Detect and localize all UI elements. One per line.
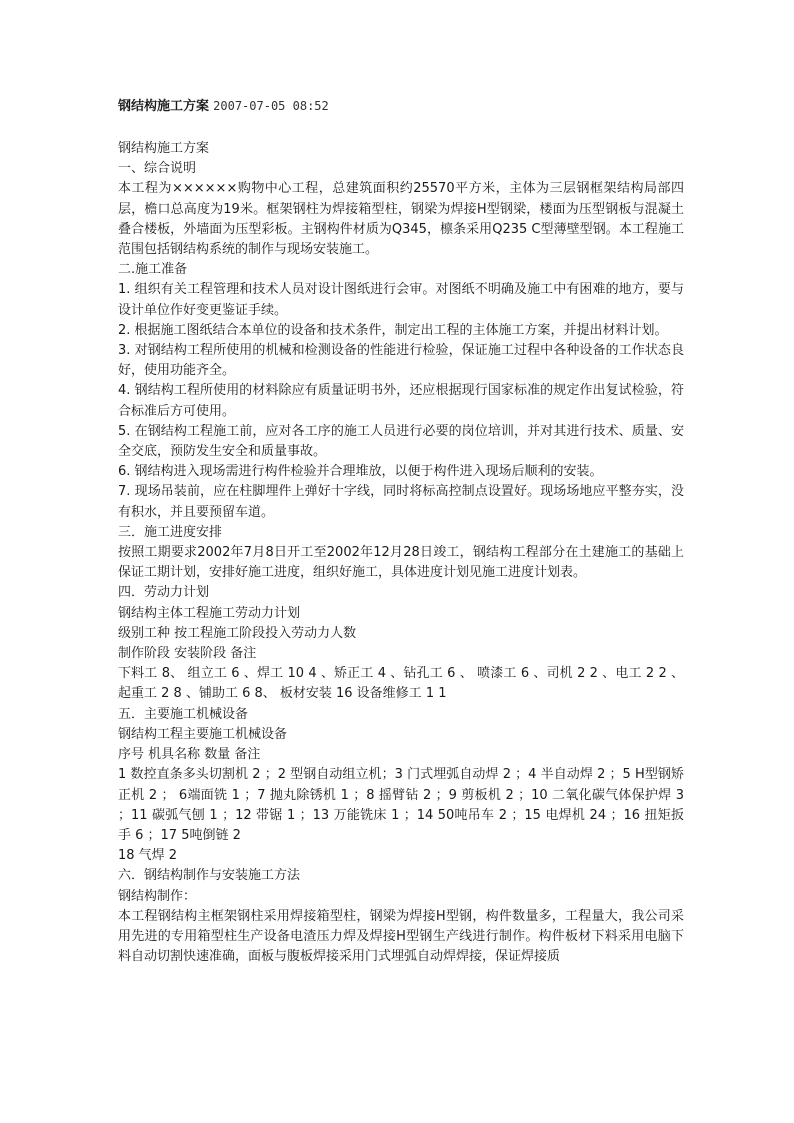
labor-table-header-1: 级别工种 按工程施工阶段投入劳动力人数 <box>118 625 357 641</box>
labor-plan-title: 钢结构主体工程施工劳动力计划 <box>118 605 301 621</box>
preparation-item-6: 6. 钢结构进入现场需进行构件检验并合理堆放，以便于构件进入现场后顺利的安装。 <box>118 464 603 480</box>
body-heading: 钢结构施工方案 <box>118 141 210 156</box>
document-page <box>118 96 684 967</box>
equipment-list-item-18: 18 气焊 2 <box>118 848 178 864</box>
equipment-title: 钢结构工程主要施工机械设备 <box>118 726 288 742</box>
fabrication-subheading: 钢结构制作： <box>118 888 197 904</box>
document-header <box>118 96 684 117</box>
preparation-item-5: 5. 在钢结构工程施工前，应对各工序的施工人员进行必要的岗位培训，并对其进行技术、质量、安全交底，预防发生安全和质量事故。 <box>118 423 684 460</box>
equipment-table-header: 序号 机具名称 数量 备注 <box>118 747 261 763</box>
document-title: 钢结构施工方案 <box>118 99 210 114</box>
section-heading-overview: 一、综合说明 <box>118 161 197 177</box>
labor-table-header-2: 制作阶段 安装阶段 备注 <box>118 646 257 662</box>
section-heading-labor: 四．劳动力计划 <box>118 585 210 601</box>
preparation-item-4: 4. 钢结构工程所使用的材料除应有质量证明书外，还应根据现行国家标准的规定作出复试检验，符合标准后方可使用。 <box>118 383 684 419</box>
paragraph-overview: 本工程为××××××购物中心工程，总建筑面积约25570平方米，主体为三层钢框架结构局部四层，檐口总高度为19米。框架钢柱为焊接箱型柱，钢梁为焊接H型钢梁，楼面为压型钢板与混凝土叠合楼板，外墙面为压型彩板。主钢构件材质为Q345，檩条采用Q235 C型薄壁型钢。本工程施工范围包括钢结构系统的制作与现场安装施工。 <box>118 181 684 258</box>
preparation-item-1: 1. 组织有关工程管理和技术人员对设计图纸进行会审。对图纸不明确及施工中有困难的地方，要与设计单位作好变更鉴证手续。 <box>118 282 684 318</box>
publish-date: 2007-07-05 08:52 <box>213 99 329 113</box>
preparation-item-7: 7. 现场吊装前，应在柱脚埋件上弹好十字线，同时将标高控制点设置好。现场场地应平整夯实，没有积水，并且要预留车道。 <box>118 484 684 520</box>
labor-list: 下料工 8、 组立工 6 、焊工 10 4 、矫正工 4 、钻孔工 6 、 喷漆工 6 、司机 2 2 、电工 2 2 、起重工 2 8 、铺助工 6 8、 板材安装 16 设备维修工 1 1 <box>118 666 684 702</box>
preparation-item-3: 3. 对钢结构工程所使用的机械和检测设备的性能进行检验，保证施工过程中各种设备的工作状态良好，使用功能齐全。 <box>118 343 684 379</box>
paragraph-schedule: 按照工期要求2002年7月8日开工至2002年12月28日竣工，钢结构工程部分在土建施工的基础上保证工期计划，安排好施工进度，组织好施工，具体进度计划见施工进度计划表。 <box>118 545 684 581</box>
document-body <box>118 139 684 967</box>
section-heading-methods: 六．钢结构制作与安装施工方法 <box>118 868 301 884</box>
section-heading-schedule: 三．施工进度安排 <box>118 524 223 540</box>
section-heading-preparation: 二.施工准备 <box>118 262 188 278</box>
paragraph-fabrication: 本工程钢结构主框架钢柱采用焊接箱型柱，钢梁为焊接H型钢，构件数量多，工程量大，我公司采用先进的专用箱型柱生产设备电渣压力焊及焊接H型钢生产线进行制作。构件板材下料采用电脑下料自动切割快速准确，面板与腹板焊接采用门式埋弧自动焊焊接，保证焊接质 <box>118 908 684 965</box>
equipment-list: 1 数控直条多头切割机 2 ；2 型钢自动组立机；3 门式埋弧自动焊 2 ；4 半自动焊 2 ；5 H型钢矫正机 2 ； 6端面铣 1 ；7 抛丸除锈机 1 ；8 摇臂钻 2 ；9 剪板机 2 ；10 二氧化碳气体保护焊 3 ；11 碳弧气刨 1 ；12 带锯 1 ；13 万能铣床 1 ；14 50吨吊车 2 ；15 电焊机 24 ；16 扭矩扳手 6 ；17 5吨倒链 2 <box>118 767 684 843</box>
section-heading-equipment: 五．主要施工机械设备 <box>118 706 249 722</box>
preparation-item-2: 2. 根据施工图纸结合本单位的设备和技术条件，制定出工程的主体施工方案，并提出材料计划。 <box>118 322 668 338</box>
